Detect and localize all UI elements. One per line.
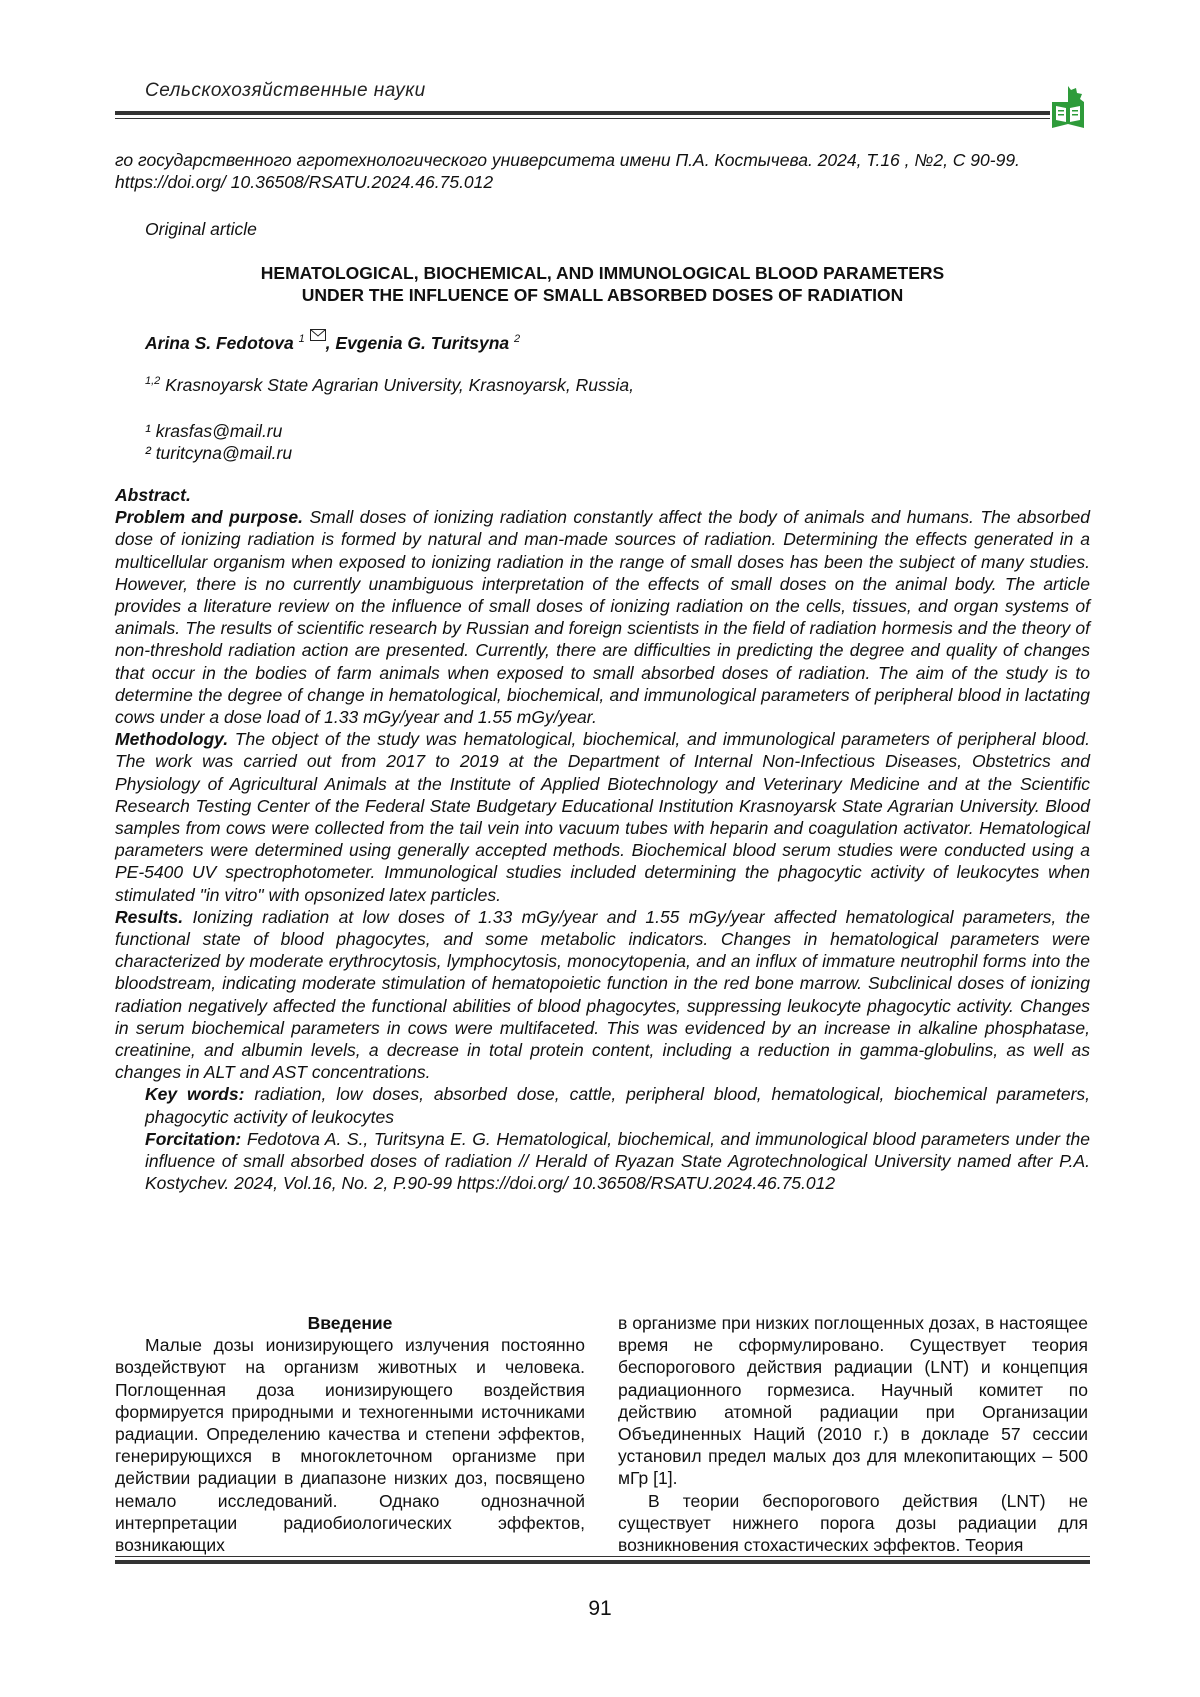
page-number: 91 [588,1597,612,1620]
citation-label: Forcitation: [145,1128,242,1149]
intro-heading: Введение [307,1313,393,1333]
citation-text: Fedotova A. S., Turitsyna E. G. Hematological, biochemical, and immunological blood parameters under the influence of small absorbed doses of radiation // Herald of Ryazan State Agrotechnological University named after P.A. Kostychev. 2024, Vol.16, No. 2, P.90-99 https://doi.org/ 10.36508/RSATU.2024.46.75.012 [145,1128,1091,1194]
problem-label: Problem and purpose. [115,507,303,528]
keywords-text: radiation, low doses, absorbed dose, cattle, peripheral blood, hematological, biochemical parameters, phagocytic activity of leukocytes [145,1084,1091,1127]
header-rule [115,111,1050,115]
authors [145,329,520,354]
author-2-sup: 2 [514,333,521,346]
affiliation-text: Krasnoyarsk State Agrarian University, Krasnoyarsk, Russia, [165,375,634,395]
author-2: Evgenia G. Turitsyna [335,333,510,353]
author-1: Arina S. Fedotova [145,333,294,353]
abstract-block [115,484,1090,1195]
results-text: Ionizing radiation at low doses of 1.33 mGy/year and 1.55 mGy/year affected hematological parameters, the functional state of blood phagocytes, and some metabolic indicators. Changes in hematological parameters were characterized by moderate erythrocytosis, lymphocytosis, monocytopenia, and an influx of immature neutrophil forms into the bloodstream, indicating moderate stimulation of hematopoietic function in the red bone marrow. Subclinical doses of ionizing radiation negatively affected the functional abilities of blood phagocytes, suppressing leukocyte phagocytic activity. Changes in serum biochemical parameters in cows were multifaceted. This was evidenced by an increase in alkaline phosphatase, creatinine, and albumin levels, a decrease in total protein content, including a reduction in gamma-globulins, as well as changes in ALT and AST concentrations. [115,906,1090,1083]
footer-rule [115,1560,1090,1564]
article-type: Original article [145,219,257,239]
email-2[interactable]: ² turitcyna@mail.ru [145,443,293,463]
intro-right-column [618,1312,1088,1556]
results-label: Results. [115,906,184,927]
affiliation [145,375,634,396]
envelope-icon [310,329,326,341]
abstract-heading: Abstract. [115,485,191,505]
title-line-1: HEMATOLOGICAL, BIOCHEMICAL, AND IMMUNOLOGICAL BLOOD PARAMETERS [260,263,945,283]
journal-section-title: Сельскохозяйственные науки [145,80,426,101]
affiliation-sup: 1,2 [145,375,161,388]
author-1-sup: 1 [298,333,305,346]
citation-continuation: го государственного агротехнологического университета имени П.А. Костычева. 2024, Т.16 , №2, С 90-99. https://doi.org/ 10.36508/RSATU.2024.46.75.012 [115,150,1020,192]
journal-logo-icon [1046,84,1090,132]
email-1[interactable]: ¹ krasfas@mail.ru [145,421,283,441]
intro-left-paragraph: Малые дозы ионизирующего излучения постоянно воздействуют на организм животных и человека. Поглощенная доза ионизирующего воздействия формируется природными и техногенными источниками радиации. Определению качества и степени эффектов, генерирующихся в многоклеточном организме при действии радиации в диапазоне низких доз, посвящено немало исследований. Однако однозначной интерпретации радиобиологических эффектов, возникающих [115,1335,585,1556]
method-label: Methodology. [115,729,229,750]
intro-left-column [115,1312,585,1556]
problem-text: Small doses of ionizing radiation constantly affect the body of animals and humans. The absorbed dose of ionizing radiation is formed by natural and man-made sources of radiation. Determining the effects generated in a multicellular organism when exposed to ionizing radiation in the range of small doses has been the subject of many studies. However, there is no currently unambiguous interpretation of the effects of small doses on the animal body. The article provides a literature review on the influence of small doses of ionizing radiation on the cells, tissues, and organ systems of animals. The results of scientific research by Russian and foreign scientists in the field of radiation hormesis and the theory of non-threshold radiation action are presented. Currently, there are difficulties in predicting the degree and quality of changes that occur in the bodies of farm animals when exposed to small absorbed doses of radiation. The aim of the study is to determine the degree of change in hematological, biochemical, and immunological parameters of peripheral blood in lactating cows under a dose load of 1.33 mGy/year and 1.55 mGy/year. [115,507,1090,728]
intro-right-paragraph-2: В теории беспорогового действия (LNT) не существует нижнего порога дозы радиации для возникновения стохастических эффектов. Теория [618,1490,1088,1556]
footer-rule-thin [115,1556,1090,1557]
method-text: The object of the study was hematological, biochemical, and immunological parameters of peripheral blood. The work was carried out from 2017 to 2019 at the Department of Internal Non-Infectious Diseases, Obstetrics and Physiology of Agricultural Animals at the Institute of Applied Biotechnology and Veterinary Medicine and at the Scientific Research Testing Center of the Federal State Budgetary Educational Institution Krasnoyarsk State Agrarian University. Blood samples from cows were collected from the tail vein into vacuum tubes with heparin and coagulation activator. Hematological parameters were determined using generally accepted methods. Biochemical blood serum studies were conducted using a PE-5400 UV spectrophotometer. Immunological studies included determining the phagocytic activity of leukocytes when stimulated "in vitro" with opsonized latex particles. [115,729,1090,905]
author-separator: , [325,333,336,353]
article-title [115,262,1090,306]
intro-right-paragraph-1: в организме при низких поглощенных дозах, в настоящее время не сформулировано. Существует теория беспорогового действия радиации (LNT) и концепция радиационного гормезиса. Научный комитет по действию атомной радиации при Организации Объединенных Наций (2010 г.) в докладе 57 сессии установил предел малых доз для млекопитающих – 500 мГр [1]. [618,1313,1088,1489]
header-rule-thin [115,118,1050,119]
keywords-label: Key words: [145,1084,245,1105]
title-line-2: UNDER THE INFLUENCE OF SMALL ABSORBED DOSES OF RADIATION [301,285,904,305]
